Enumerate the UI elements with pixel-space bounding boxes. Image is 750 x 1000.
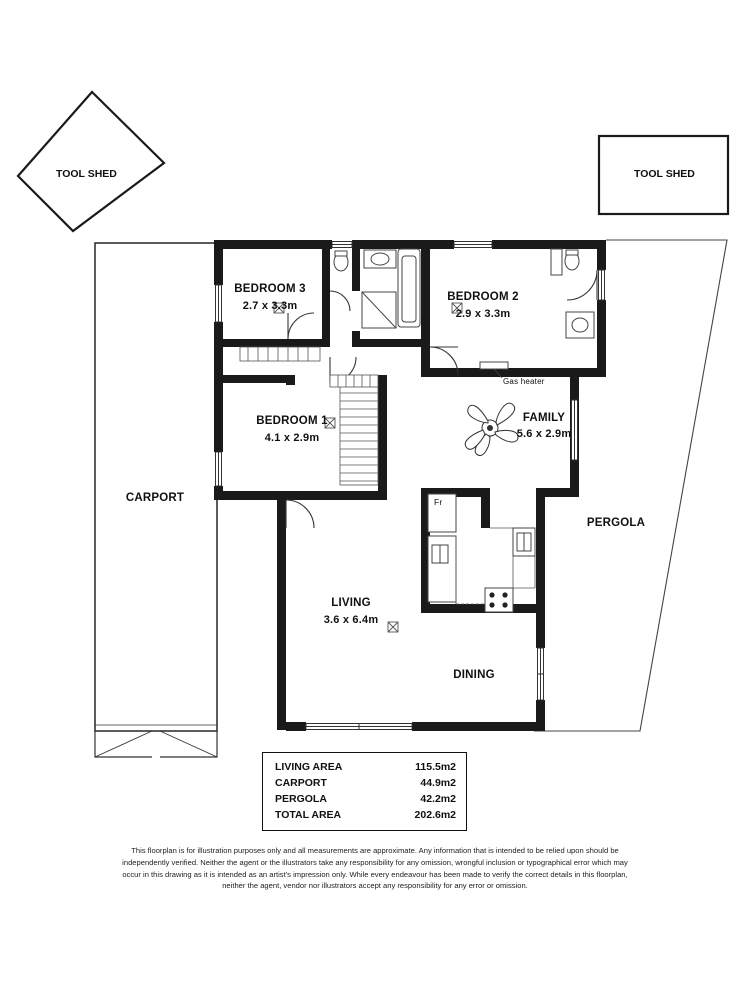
room-label-bedroom-2: BEDROOM 2 bbox=[447, 291, 519, 303]
annotation-gas-heater: Gas heater bbox=[503, 377, 545, 386]
room-label-living: LIVING bbox=[331, 597, 371, 609]
areas-summary-table bbox=[262, 752, 467, 831]
room-label-carport: CARPORT bbox=[125, 492, 185, 504]
toilet-wc bbox=[331, 250, 351, 278]
room-dim-bedroom-3: 2.7 x 3.3m bbox=[242, 300, 298, 312]
room-label-bedroom-3: BEDROOM 3 bbox=[234, 283, 306, 295]
table-row bbox=[275, 807, 456, 823]
room-label-family: FAMILY bbox=[522, 412, 566, 424]
table-row bbox=[275, 759, 456, 775]
wardrobe-bedroom1 bbox=[340, 385, 378, 485]
room-label-dining: DINING bbox=[453, 669, 495, 681]
area-value-living: 115.5m2 bbox=[415, 760, 456, 773]
ceiling-fan-icon bbox=[465, 403, 518, 455]
kitchen-sink bbox=[513, 528, 535, 556]
annotation-fridge: Fr bbox=[434, 497, 443, 507]
area-label-pergola: PERGOLA bbox=[275, 792, 327, 805]
ensuite-toilet bbox=[562, 249, 582, 275]
room-dim-bedroom-1: 4.1 x 2.9m bbox=[264, 432, 320, 444]
room-dim-family: 5.6 x 2.9m bbox=[516, 428, 572, 440]
site-boundary bbox=[534, 240, 727, 731]
area-value-pergola: 42.2m2 bbox=[420, 792, 456, 805]
room-dim-living: 3.6 x 6.4m bbox=[323, 614, 379, 626]
table-row bbox=[275, 775, 456, 791]
tool-shed-left-label: TOOL SHED bbox=[56, 168, 117, 180]
bathroom-vanity bbox=[364, 250, 396, 268]
area-label-total: TOTAL AREA bbox=[275, 808, 342, 821]
linen-cupboard bbox=[330, 375, 378, 387]
wardrobe-bedroom3 bbox=[240, 347, 320, 361]
bathtub bbox=[398, 249, 420, 327]
tool-shed-left-shape bbox=[18, 92, 164, 231]
area-value-total: 202.6m2 bbox=[414, 808, 456, 821]
room-dim-bedroom-2: 2.9 x 3.3m bbox=[455, 308, 511, 320]
ensuite-vanity bbox=[566, 312, 594, 338]
cooktop bbox=[485, 588, 513, 612]
area-label-living: LIVING AREA bbox=[275, 760, 343, 773]
tool-shed-right-label: TOOL SHED bbox=[634, 168, 695, 180]
room-label-bedroom-1: BEDROOM 1 bbox=[256, 415, 328, 427]
shower bbox=[362, 292, 396, 328]
area-label-carport: CARPORT bbox=[275, 776, 327, 789]
disclaimer-text: This floorplan is for illustration purposes only and all measurements are approximate. Any information that is intended to be relied upon should be independently verified. Neither the agent or the illustrators take any responsibility for any omission, wrongful inclusion or typographical error which may occur in this drawing as it is intended as an artist's impression only. While every endeavour has been made to verify the correct details in this floorplan, neither the agent, vendor nor illustrators accept any responsibility for any error or omission. bbox=[122, 846, 628, 891]
room-label-pergola: PERGOLA bbox=[586, 517, 646, 529]
area-value-carport: 44.9m2 bbox=[420, 776, 456, 789]
kitchen-bench bbox=[428, 536, 456, 602]
table-row bbox=[275, 791, 456, 807]
